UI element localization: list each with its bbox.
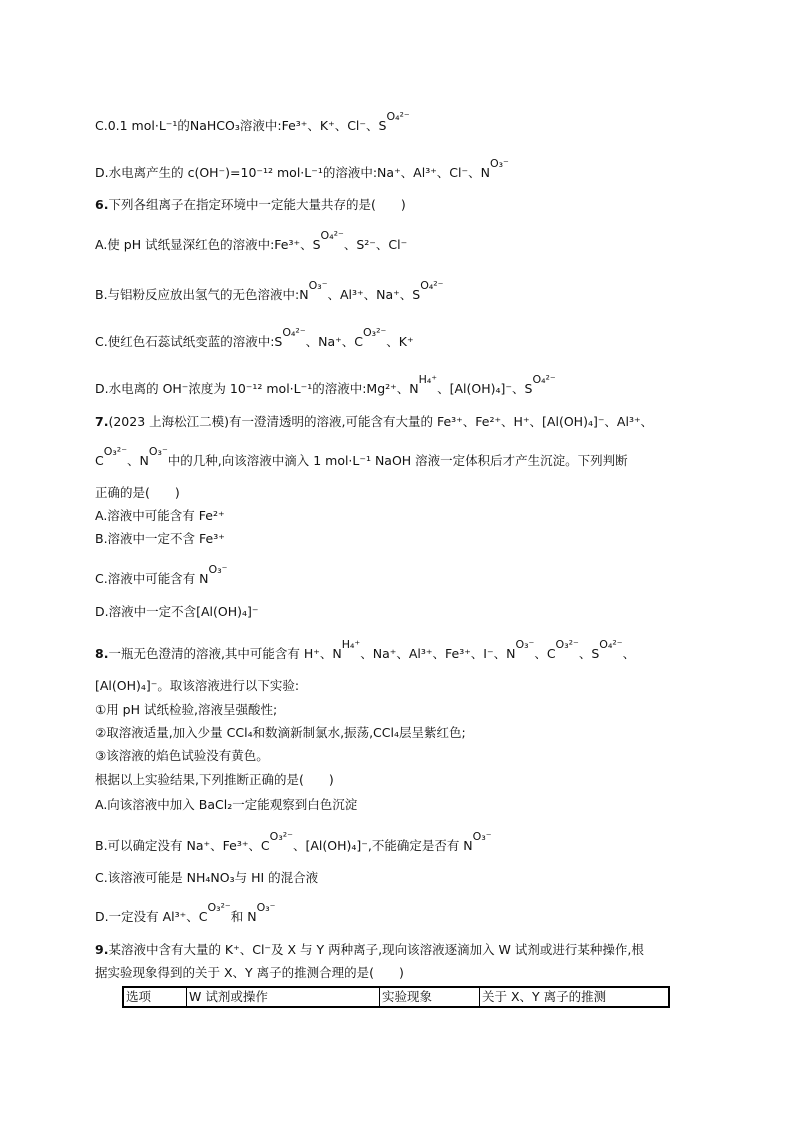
option-text: D.溶液中一定不含[Al(OH)₄]⁻	[95, 604, 259, 619]
question-text: 、C	[534, 646, 556, 661]
table-header-row	[123, 987, 669, 1007]
question-text: 据实验现象得到的关于 X、Y 离子的推测合理的是( )	[95, 965, 404, 980]
question-text: 中的几种,向该溶液中滴入 1 mol·L⁻¹ NaOH 溶液一定体积后才产生沉淀。下列判断	[167, 453, 628, 468]
option-text: 、[Al(OH)₄]⁻、S	[437, 381, 533, 396]
question-7-stem-cont	[95, 445, 734, 471]
step-text: ②取溶液适量,加入少量 CCl₄和数滴新制氯水,振荡,CCl₄层呈紫红色;	[95, 725, 466, 740]
question-text: 、Na⁺、Al³⁺、Fe³⁺、I⁻、N	[360, 646, 516, 661]
question-text: 下列各组离子在指定环境中一定能大量共存的是( )	[108, 197, 406, 212]
ion-formula: O₄²⁻	[320, 229, 344, 242]
option-text: A.向该溶液中加入 BaCl₂一定能观察到白色沉淀	[95, 797, 358, 812]
option-text: B.溶液中一定不含 Fe³⁺	[95, 531, 225, 546]
ion-formula: H₄⁺	[341, 638, 361, 651]
question-text: (2023 上海松江二模)有一澄清透明的溶液,可能含有大量的 Fe³⁺、Fe²⁺、H⁺、[Al(OH)₄]⁻、Al³⁺、	[108, 414, 654, 429]
ion-formula: O₃²⁻	[207, 901, 231, 914]
option-line	[95, 530, 734, 548]
ion-formula: O₃⁻	[256, 901, 276, 914]
option-line	[95, 603, 734, 621]
question-text: 某溶液中含有大量的 K⁺、Cl⁻及 X 与 Y 两种离子,现向该溶液逐滴加入 W 试剂或进行某种操作,根	[108, 942, 644, 957]
ion-formula: O₄²⁻	[420, 279, 444, 292]
ion-formula: O₄²⁻	[532, 373, 556, 386]
question-8-stem	[95, 638, 734, 664]
option-line	[95, 869, 734, 887]
question-8-prompt	[95, 771, 734, 789]
question-9-table	[122, 986, 670, 1008]
option-line	[95, 229, 734, 255]
option-line	[95, 901, 734, 927]
question-9-stem-cont	[95, 964, 734, 982]
option-text: D.水电离产生的 c(OH⁻)=10⁻¹² mol·L⁻¹的溶液中:Na⁺、Al³⁺、Cl⁻、N	[95, 165, 490, 180]
question-6-stem	[95, 196, 734, 214]
question-text: 一瓶无色澄清的溶液,其中可能含有 H⁺、N	[108, 646, 342, 661]
table-header-cell: 实验现象	[380, 987, 480, 1007]
ion-formula: O₃²⁻	[103, 445, 128, 458]
ion-formula: O₃⁻	[308, 279, 328, 292]
question-text: C	[95, 453, 104, 468]
experiment-step	[95, 701, 734, 719]
experiment-step	[95, 724, 734, 742]
question-number: 8.	[95, 646, 109, 661]
question-text: 正确的是( )	[95, 485, 180, 500]
option-text: C.该溶液可能是 NH₄NO₃与 HI 的混合液	[95, 870, 319, 885]
question-9-stem	[95, 941, 734, 959]
option-text: C.0.1 mol·L⁻¹的NaHCO₃溶液中:Fe³⁺、K⁺、Cl⁻、S	[95, 118, 387, 133]
ion-formula: O₃⁻	[489, 157, 509, 170]
ion-formula: O₃⁻	[515, 638, 535, 651]
question-text: [Al(OH)₄]⁻。取该溶液进行以下实验:	[95, 678, 300, 693]
option-line	[95, 279, 734, 305]
option-line	[95, 796, 734, 814]
step-text: ①用 pH 试纸检验,溶液呈强酸性;	[95, 702, 278, 717]
option-text: 、Na⁺、C	[305, 334, 363, 349]
option-text: 、Al³⁺、Na⁺、S	[327, 287, 421, 302]
ion-formula: O₃⁻	[472, 830, 492, 843]
option-line	[95, 373, 734, 399]
question-number: 9.	[95, 942, 109, 957]
table-header-cell: 选项	[123, 987, 187, 1007]
ion-formula: O₃²⁻	[363, 326, 387, 339]
question-7-stem	[95, 413, 734, 431]
question-text: 根据以上实验结果,下列推断正确的是( )	[95, 772, 334, 787]
ion-formula: O₃²⁻	[555, 638, 579, 651]
option-text: A.使 pH 试纸显深红色的溶液中:Fe³⁺、S	[95, 237, 321, 252]
option-text: 、K⁺	[386, 334, 414, 349]
question-number: 6.	[95, 197, 109, 212]
option-text: C.溶液中可能含有 N	[95, 571, 209, 586]
step-text: ③该溶液的焰色试验没有黄色。	[95, 748, 269, 763]
option-text: A.溶液中可能含有 Fe²⁺	[95, 508, 225, 523]
option-line	[95, 326, 734, 352]
question-text: 、S	[578, 646, 600, 661]
ion-formula: O₃⁻	[208, 563, 228, 576]
ion-formula: O₄²⁻	[386, 110, 410, 123]
ion-formula: O₃²⁻	[269, 830, 293, 843]
option-text: B.可以确定没有 Na⁺、Fe³⁺、C	[95, 838, 270, 853]
option-text: D.一定没有 Al³⁺、C	[95, 909, 208, 924]
option-text: B.与铝粉反应放出氢气的无色溶液中:N	[95, 287, 309, 302]
option-line	[95, 830, 734, 856]
ion-formula: H₄⁺	[418, 373, 438, 386]
option-text: C.使红色石蕊试纸变蓝的溶液中:S	[95, 334, 283, 349]
question-text: 、N	[127, 453, 149, 468]
option-line	[95, 110, 734, 136]
question-7-stem-cont	[95, 484, 734, 502]
option-text: 、[Al(OH)₄]⁻,不能确定是否有 N	[292, 838, 473, 853]
ion-formula: O₄²⁻	[599, 638, 623, 651]
ion-formula: O₄²⁻	[282, 326, 306, 339]
option-line	[95, 157, 734, 183]
option-line	[95, 507, 734, 525]
option-line	[95, 563, 734, 589]
option-text: 、S²⁻、Cl⁻	[343, 237, 408, 252]
question-number: 7.	[95, 414, 109, 429]
question-8-stem-cont	[95, 677, 734, 695]
option-text: D.水电离的 OH⁻浓度为 10⁻¹² mol·L⁻¹的溶液中:Mg²⁺、N	[95, 381, 419, 396]
ion-formula: O₃⁻	[148, 445, 168, 458]
table-header-cell: W 试剂或操作	[187, 987, 380, 1007]
option-text: 和 N	[230, 909, 257, 924]
experiment-step	[95, 747, 734, 765]
question-text: 、	[622, 646, 636, 661]
table-header-cell: 关于 X、Y 离子的推测	[480, 987, 670, 1007]
